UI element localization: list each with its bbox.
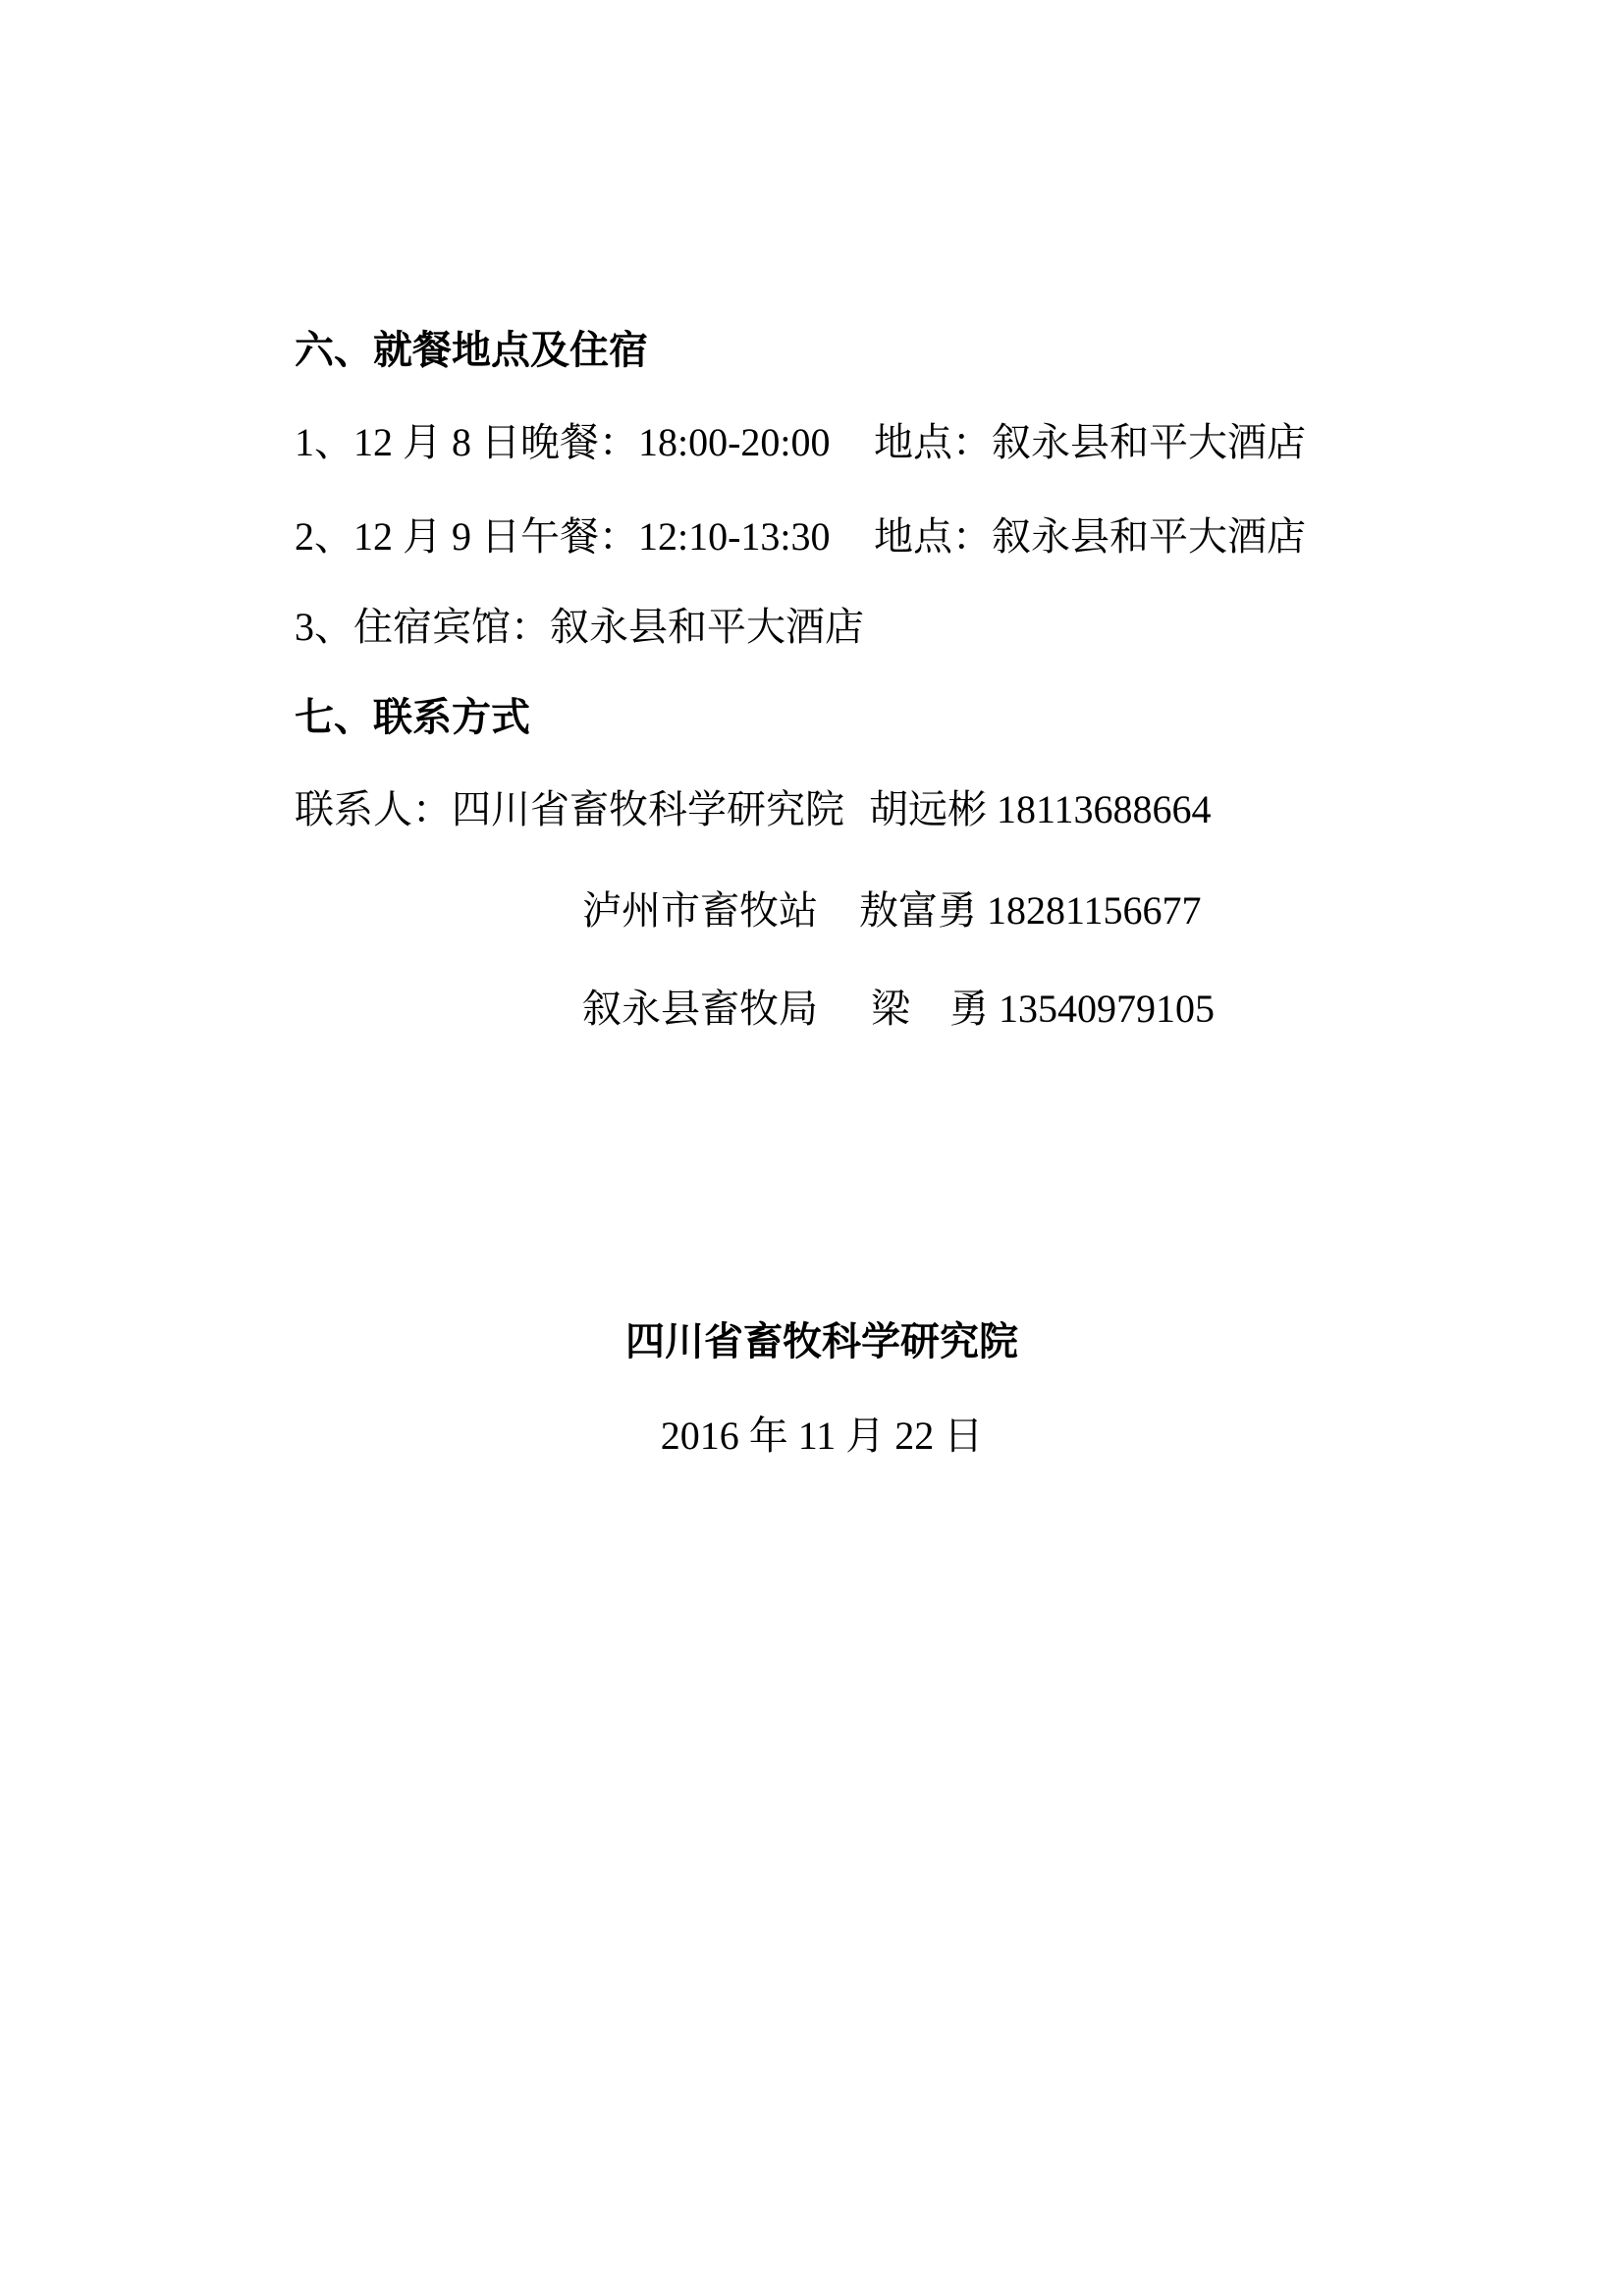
contact-row-2-org: 泸州市畜牧站: [582, 888, 818, 933]
closing-date: 2016 年 11 月 22 日: [660, 1414, 984, 1458]
dining-item-2: [295, 514, 1624, 565]
contact-row-3-person-phone: 梁 勇 13540979105: [871, 987, 1215, 1031]
dining-item-1-meal: 1、12 月 8 日晚餐：18:00-20:00: [295, 420, 831, 464]
dining-item-2-location: 地点：叙永县和平大酒店: [874, 514, 1306, 559]
dining-item-3: [295, 605, 1624, 656]
closing-organization: 四川省畜牧科学研究院: [625, 1320, 1018, 1363]
contact-row-1: [295, 787, 1624, 838]
contact-row-2: [582, 888, 1624, 939]
contact-row-3-org: 叙永县畜牧局: [582, 987, 818, 1031]
dining-item-2-meal: 2、12 月 9 日午餐：12:10-13:30: [295, 514, 831, 559]
contact-row-1-org: 联系人：四川省畜牧科学研究院: [295, 787, 844, 831]
dining-item-1-location: 地点：叙永县和平大酒店: [874, 420, 1306, 464]
contact-row-2-person-phone: 敖富勇 18281156677: [859, 888, 1202, 933]
dining-item-1: [295, 420, 1624, 471]
section-heading-dining: 六、就餐地点及住宿: [295, 329, 648, 372]
section-heading-contact: 七、联系方式: [295, 696, 530, 739]
dining-item-3-hotel: 3、住宿宾馆：叙永县和平大酒店: [295, 605, 864, 649]
contact-row-3: [582, 987, 1624, 1038]
contact-row-1-person-phone: 胡远彬 18113688664: [869, 787, 1212, 831]
